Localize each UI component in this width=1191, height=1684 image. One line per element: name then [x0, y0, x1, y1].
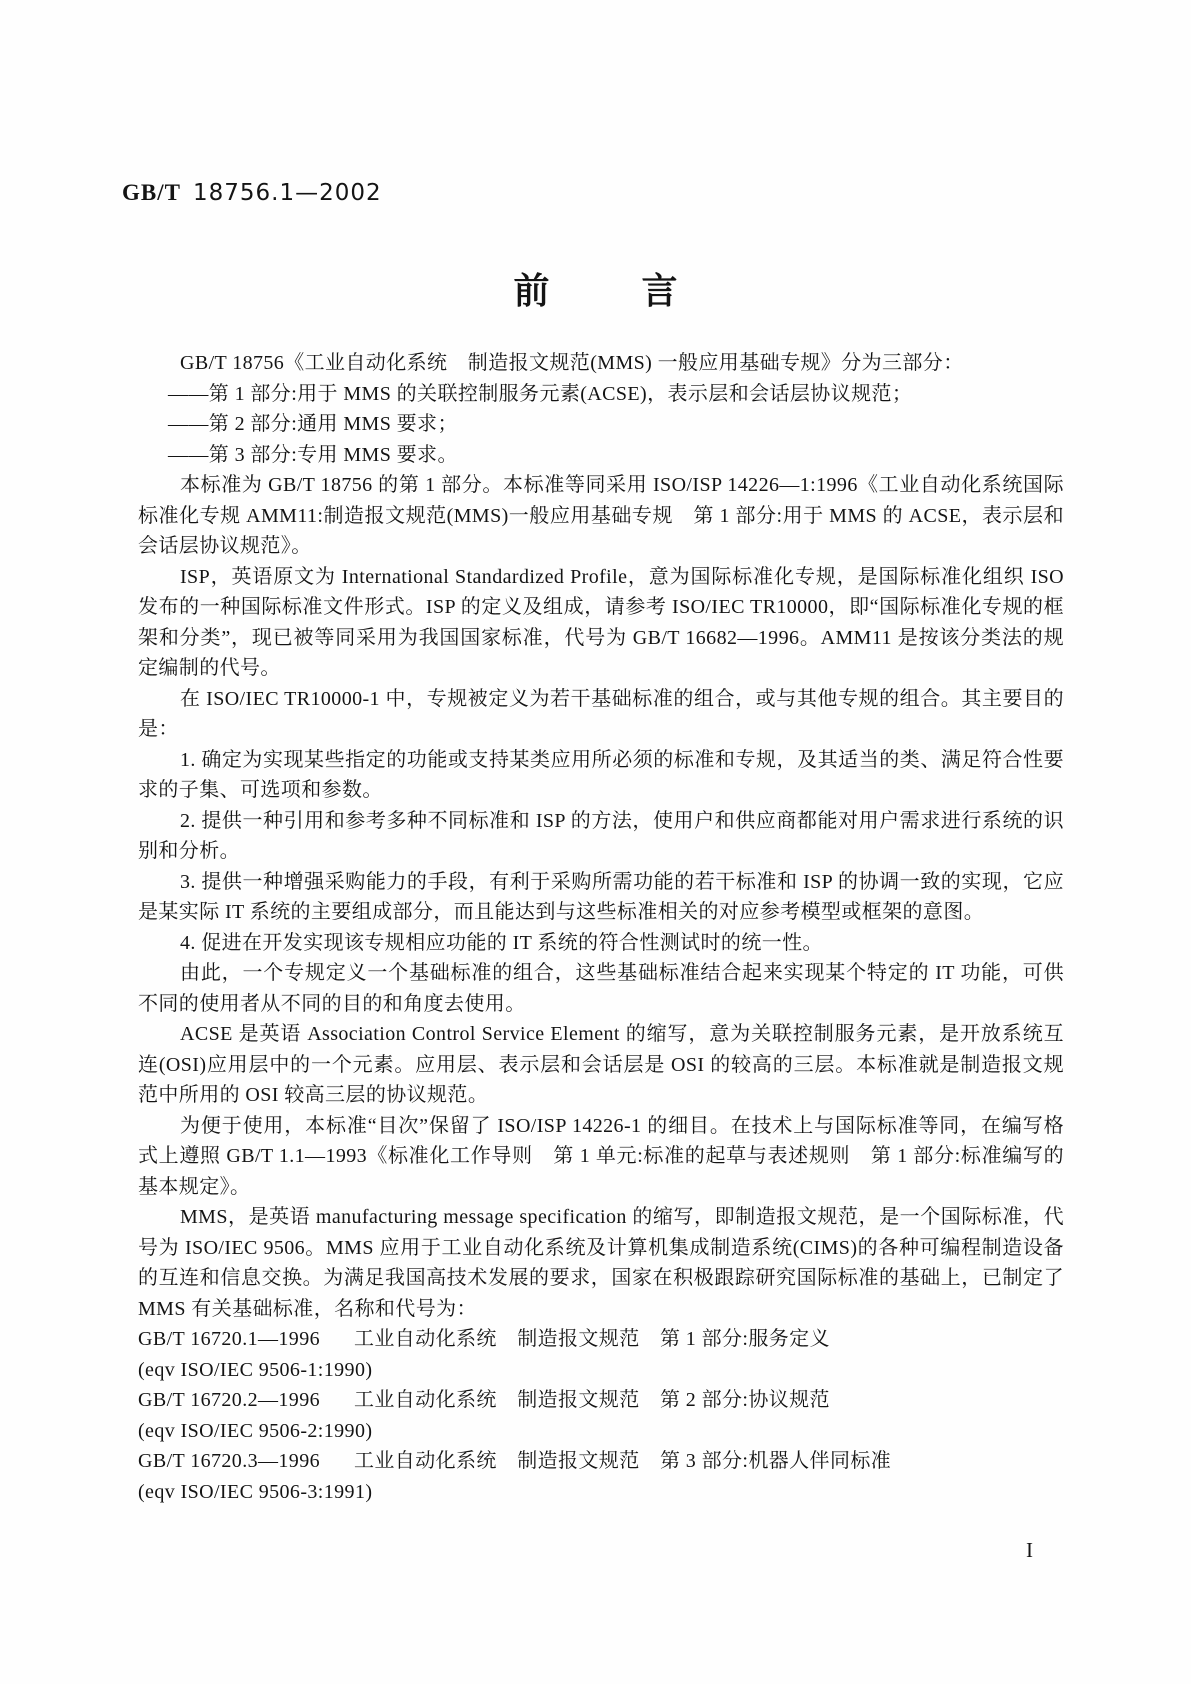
foreword-part-item: ——第 3 部分:专用 MMS 要求。 [168, 443, 458, 466]
foreword-paragraph: ACSE 是英语 Association Control Service Element 的缩写，意为关联控制服务元素，是开放系统互连(OSI)应用层中的一个元素。应用层、表示层和会话层是 OSI 的较高的三层。本标准就是制造报文规范中所用的 OSI 较高三层的协议规范。 [138, 1023, 1064, 1106]
standard-title: 工业自动化系统 制造报文规范 第 3 部分:机器人伴同标准 [354, 1450, 892, 1472]
page-title [0, 270, 1191, 313]
foreword-part-item: ——第 2 部分:通用 MMS 要求； [168, 413, 458, 435]
foreword-paragraph: GB/T 18756《工业自动化系统 制造报文规范(MMS) 一般应用基础专规》分为三部分： [180, 352, 964, 374]
standard-list-item [138, 1385, 1064, 1446]
foreword-paragraph: 由此，一个专规定义一个基础标准的组合，这些基础标准结合起来实现某个特定的 IT 功能，可供不同的使用者从不同的目的和角度去使用。 [138, 962, 1064, 1015]
standard-equivalence: (eqv ISO/IEC 9506-3:1991) [138, 1480, 373, 1503]
foreword-paragraph: 在 ISO/IEC TR10000-1 中，专规被定义为若干基础标准的组合，或与其他专规的组合。其主要目的是： [138, 687, 1064, 740]
foreword-numbered-item: 2. 提供一种引用和参考多种不同标准和 ISP 的方法，使用户和供应商都能对用户需求进行系统的识别和分析。 [138, 809, 1064, 862]
foreword-paragraph: 本标准为 GB/T 18756 的第 1 部分。本标准等同采用 ISO/ISP 14226—1:1996《工业自动化系统国际标准化专规 AMM11:制造报文规范(MMS)一般应用基础专规 第 1 部分:用于 MMS 的 ACSE，表示层和会话层协议规范》。 [138, 474, 1064, 557]
standard-code-number: 18756.1—2002 [192, 180, 382, 206]
foreword-numbered-item: 4. 促进在开发实现该专规相应功能的 IT 系统的符合性测试时的统一性。 [180, 931, 823, 954]
standard-equivalence: (eqv ISO/IEC 9506-1:1990) [138, 1358, 373, 1381]
page-title-char-2: 言 [641, 271, 678, 311]
foreword-numbered-item: 1. 确定为实现某些指定的功能或支持某类应用所必须的标准和专规，及其适当的类、满足符合性要求的子集、可选项和参数。 [138, 748, 1064, 801]
foreword-numbered-item: 3. 提供一种增强采购能力的手段，有利于采购所需功能的若干标准和 ISP 的协调一致的实现，它应是某实际 IT 系统的主要组成部分，而且能达到与这些标准相关的对应参考模型或框架的意图。 [138, 870, 1064, 923]
standard-equivalence: (eqv ISO/IEC 9506-2:1990) [138, 1419, 373, 1442]
standard-code-ref: GB/T 16720.3—1996 [138, 1450, 320, 1472]
page-title-char-1: 前 [513, 271, 550, 311]
standard-list-item [138, 1324, 1064, 1385]
standard-list-item [138, 1446, 1064, 1507]
standard-title: 工业自动化系统 制造报文规范 第 2 部分:协议规范 [354, 1389, 830, 1411]
foreword-part-item: ——第 1 部分:用于 MMS 的关联控制服务元素(ACSE)，表示层和会话层协议规范； [168, 382, 913, 405]
page-number: I [1026, 1538, 1033, 1562]
foreword-paragraph: MMS，是英语 manufacturing message specification 的缩写，即制造报文规范，是一个国际标准，代号为 ISO/IEC 9506。MMS 应用于工业自动化系统及计算机集成制造系统(CIMS)的各种可编程制造设备的互连和信息交换。为满足我国高技术发展的要求，国家在积极跟踪研究国际标准的基础上，已制定了 MMS 有关基础标准，名称和代号为： [138, 1206, 1064, 1320]
foreword-body [138, 348, 1064, 1507]
standard-code-prefix: GB/T [122, 180, 181, 205]
foreword-paragraph: 为便于使用，本标准“目次”保留了 ISO/ISP 14226-1 的细目。在技术上与国际标准等同，在编写格式上遵照 GB/T 1.1—1993《标准化工作导则 第 1 单元:标准的起草与表述规则 第 1 部分:标准编写的基本规定》。 [138, 1114, 1064, 1198]
standard-code-ref: GB/T 16720.1—1996 [138, 1328, 320, 1350]
standard-title: 工业自动化系统 制造报文规范 第 1 部分:服务定义 [354, 1328, 830, 1350]
page-header [122, 180, 382, 206]
foreword-paragraph: ISP，英语原文为 International Standardized Profile，意为国际标准化专规，是国际标准化组织 ISO 发布的一种国际标准文件形式。ISP 的定义及组成，请参考 ISO/IEC TR10000，即“国际标准化专规的框架和分类”，现已被等同采用为我国国家标准，代号为 GB/T 16682—1996。AMM11 是按该分类法的规定编制的代号。 [138, 565, 1064, 679]
standard-code-ref: GB/T 16720.2—1996 [138, 1389, 320, 1411]
